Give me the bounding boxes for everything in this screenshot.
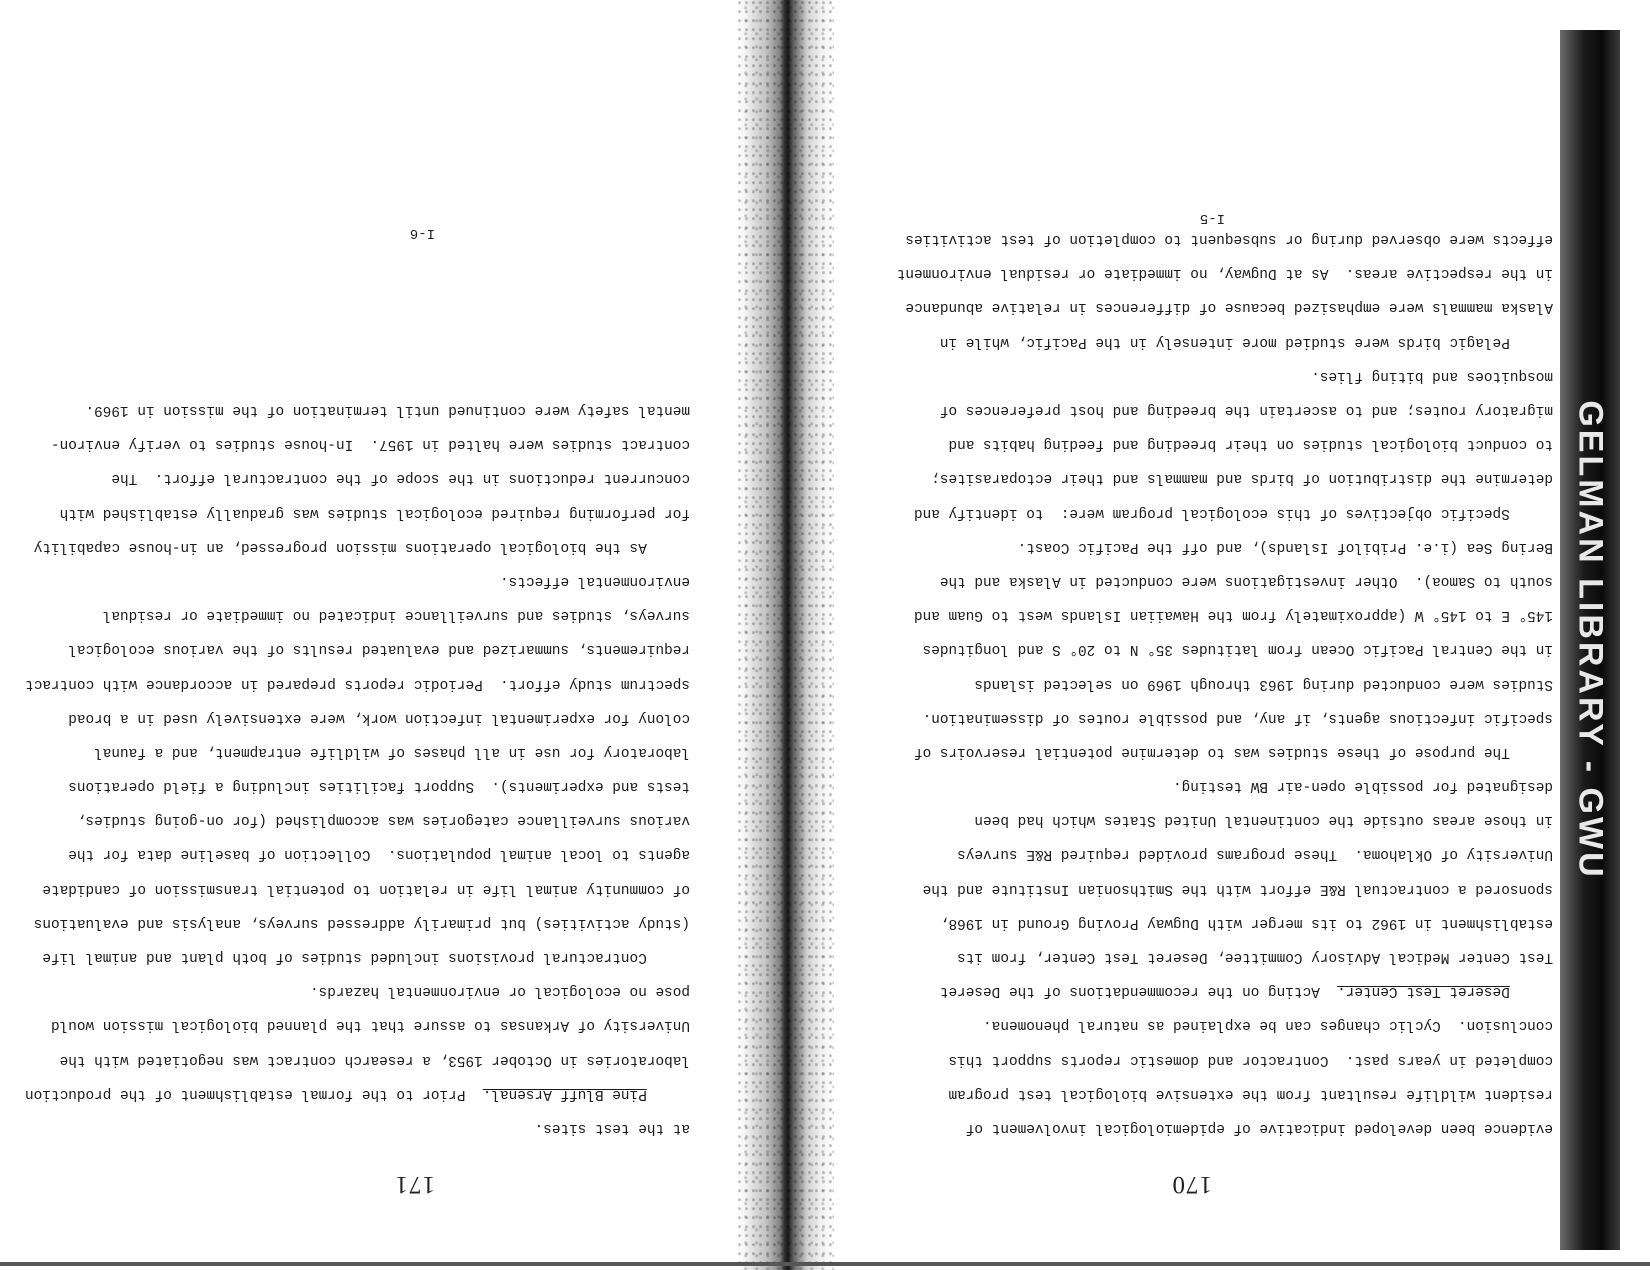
section-heading: Deseret Test Center. — [1337, 983, 1510, 1000]
text-line: conclusion. Cyclic changes can be explained as natural phenomena. — [983, 1017, 1553, 1034]
text-line: Specific objectives of this ecological program were: to identify and — [913, 504, 1553, 521]
text-line: Bering Sea (i.e. Pribilof Islands), and off the Pacific Coast. — [1017, 538, 1553, 555]
page-folio-number: 170 — [1171, 1171, 1212, 1198]
text-line: (study activities) but primarily addressed surveys, analysis and evaluations — [33, 914, 690, 931]
page-170 — [788, 0, 1650, 1270]
text-line: environmental effects. — [500, 573, 690, 589]
text-line: to conduct biological studies on their breeding and feeding habits and — [948, 436, 1553, 453]
text-line: completed in years past. Contractor and domestic reports support this — [948, 1051, 1553, 1068]
page-folio-number: 171 — [394, 1171, 435, 1198]
text-line: mosquitoes and biting flies. — [1311, 367, 1553, 384]
text-line: of community animal life in relation to potential transmission of candidate — [42, 880, 690, 897]
text-line: Test Center Medical Advisory Committee, Deseret Test Center, from its — [957, 949, 1553, 966]
text-line: spectrum study effort. Periodic reports prepared in accordance with contract — [25, 675, 690, 692]
text-line: mental safety were continued until termination of the mission in 1969. — [85, 402, 690, 419]
section-heading: Pine Bluff Arsenal. — [482, 1085, 647, 1102]
page-171 — [0, 0, 735, 1270]
page-identifier: I-5 — [1199, 210, 1225, 226]
text-line: evidence been developed indicative of epidemiological involvement of — [965, 1120, 1553, 1136]
text-line: laboratory for use in all phases of wildlife entrapment, and a faunal — [94, 743, 690, 760]
gutter-noise — [738, 0, 834, 1270]
text-line: colony for experimental infection work, were extensively used in a broad — [68, 709, 690, 726]
text-line: resident wildlife resultant from the extensive biological test program — [948, 1085, 1553, 1102]
text-line: University of Oklahoma. These programs provided required R&E surveys — [957, 846, 1553, 863]
text-line: in the respective areas. As at Dugway, no immediate or residual environment — [896, 265, 1553, 282]
page-body-text — [897, 222, 1553, 1145]
library-stamp-text: GELMAN LIBRARY - GWU — [1571, 400, 1610, 880]
text-line: tests and experiments). Support facilities including a field operations — [68, 778, 690, 795]
page-body-text — [25, 393, 690, 1145]
text-line: 145° E to 145° W (approximately from the Hawaiian Islands west to Guam and — [913, 607, 1553, 624]
text-line: in the Central Pacific Ocean from latitudes 35° N to 20° S and longitudes — [922, 641, 1553, 658]
text-line: determine the distribution of birds and mammals and their ectoparasites; — [931, 470, 1553, 487]
text-line: laboratories in October 1953, a research contract was negotiated with the — [59, 1051, 690, 1068]
text-line: migratory routes; and to ascertain the breeding and host preferences of — [939, 402, 1553, 419]
text-line: Studies were conducted during 1963 through 1969 on selected islands — [974, 675, 1553, 692]
text-line: contract studies were halted in 1957. In-house studies to verify environ- — [50, 436, 690, 453]
page-identifier: I-6 — [409, 225, 435, 241]
text-line: Alaska mammals were emphasized because of differences in relative abundance — [905, 299, 1553, 316]
text-line: The purpose of these studies was to determine potential reservoirs of — [913, 743, 1553, 760]
text-line: for performing required ecological studies was gradually established with — [59, 504, 690, 521]
text-line: south to Samoa). Other investigations were conducted in Alaska and the — [939, 573, 1553, 589]
text-line: As the biological operations mission progressed, an in-house capability — [33, 538, 690, 555]
text-line: Pelagic birds were studied more intensely in the Pacific, while in — [939, 333, 1553, 350]
text-line: designated for possible open-air BW testing. — [1173, 778, 1553, 795]
text-line: specific infectious agents, if any, and possible routes of dissemination. — [922, 709, 1553, 726]
text-line: Pine Bluff Arsenal. Prior to the formal establishment of the production — [25, 1085, 647, 1102]
text-line: sponsored a contractual R&E effort with the Smithsonian Institute and the — [922, 880, 1553, 897]
text-line: in those areas outside the continental United States which had been — [974, 812, 1553, 829]
text-line: agents to local animal populations. Collection of baseline data for the — [68, 846, 690, 863]
text-line: effects were observed during or subsequent to completion of test activities — [905, 231, 1553, 248]
text-line: Contractural provisions included studies of both plant and animal life — [42, 949, 690, 966]
text-line: requirements, summarized and evaluated results of the various ecological — [68, 641, 690, 658]
text-line: establishment in 1962 to its merger with Dugway Proving Ground in 1968, — [939, 914, 1553, 931]
text-line: at the test sites. — [534, 1120, 690, 1136]
scan-bottom-edge — [0, 1262, 1650, 1266]
text-line: University of Arkansas to assure that the planned biological mission would — [50, 1017, 690, 1034]
text-line: various surveillance categories was accomplished (for on-going studies, — [76, 812, 690, 829]
text-line: surveys, studies and surveillance indicated no immediate or residual — [102, 607, 690, 624]
text-line: Deseret Test Center. Acting on the recommendations of the Deseret — [939, 983, 1510, 1000]
text-line: pose no ecological or environmental hazards. — [310, 983, 690, 1000]
text-line: concurrent reductions in the scope of the contractural effort. The — [111, 470, 690, 487]
